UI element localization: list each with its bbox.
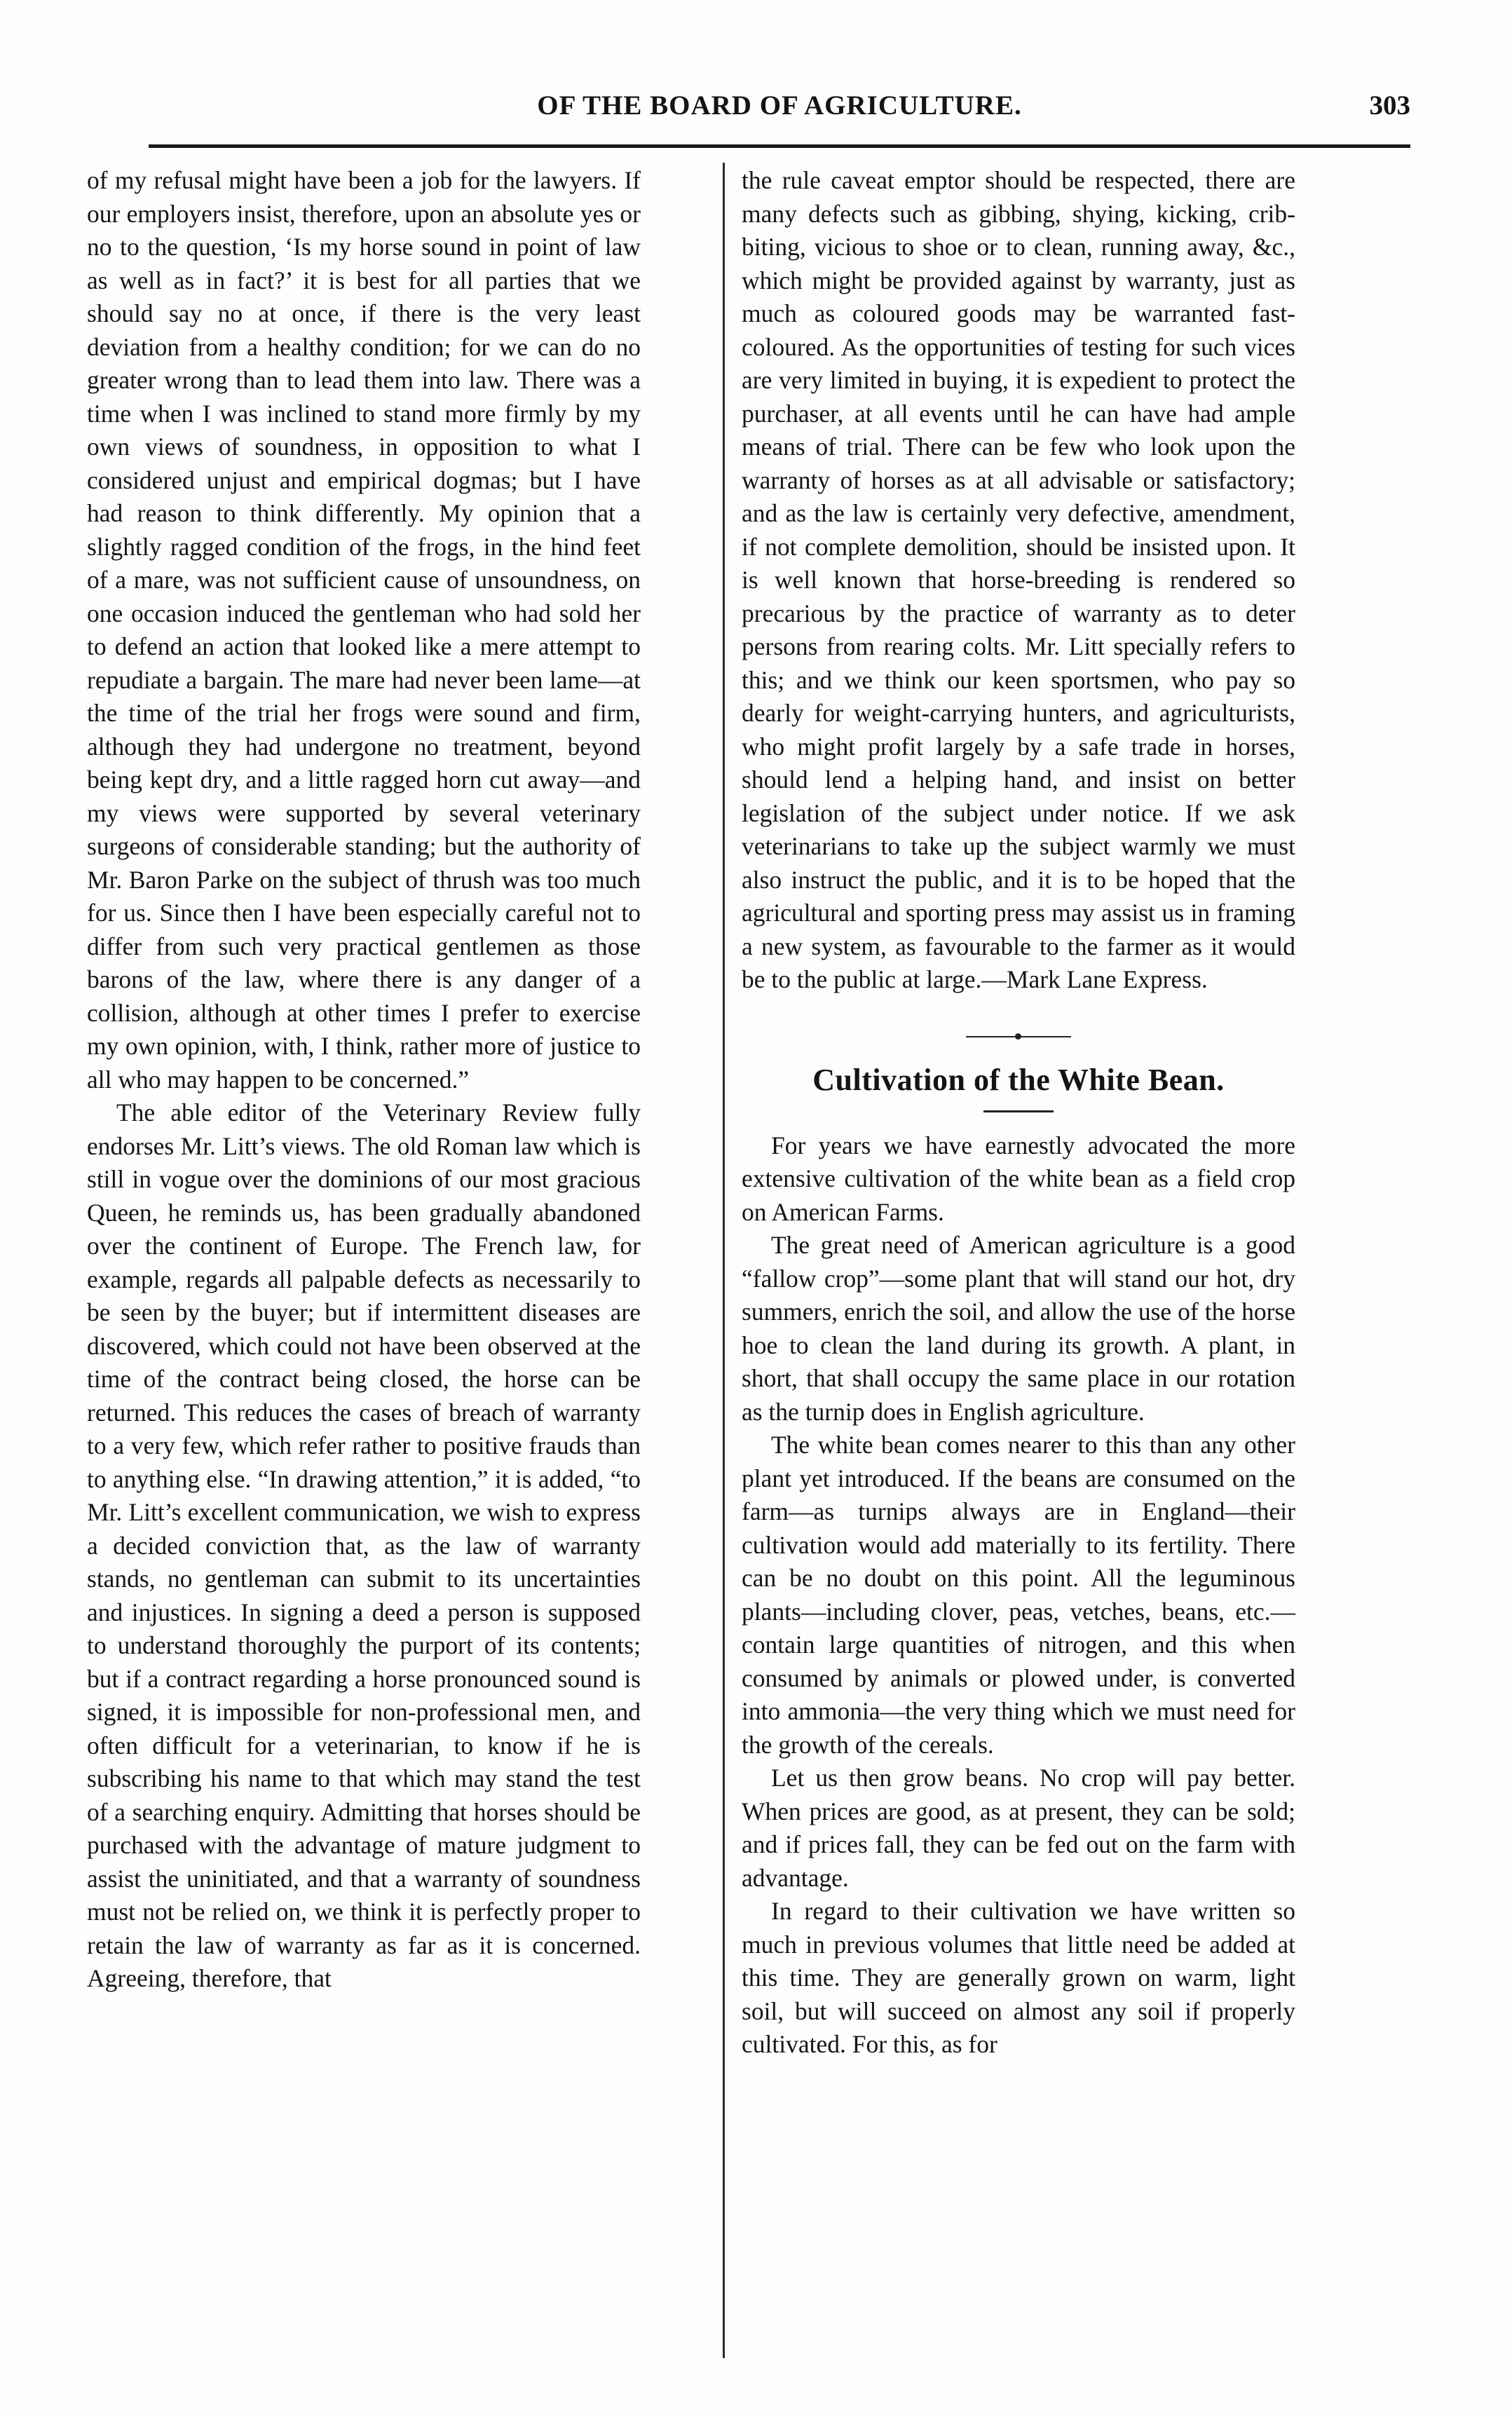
running-head — [149, 90, 1410, 132]
right-paragraph-2: For years we have earnestly advocated the more extensive cultivation of the white bean as a field crop on American Farms. — [742, 1131, 1295, 1226]
right-paragraph-3: The great need of American agriculture is a good “fallow crop”—some plant that will stand our hot, dry summers, enrich the soil, and allow the use of the horse hoe to clean the land during its growth. A plant, in short, that shall occupy the same place in our rotation as the turnip does in English agriculture. — [742, 1231, 1295, 1426]
left-paragraph-1: of my refusal might have been a job for the lawyers. If our employers insist, therefore, upon an absolute yes or no to the question, ‘Is my horse sound in point of law as well as in fact?’ it is best for all parties that we should say no at once, if there is the very least deviation from a healthy condition; for we can do no greater wrong than to lead them into law. There was a time when I was inclined to stand more firmly by my own views of soundness, in opposition to what I considered unjust and empirical dogmas; but I have had reason to think differently. My opinion that a slightly ragged condition of the frogs, in the hind feet of a mare, was not sufficient cause of unsoundness, on one occasion induced the gentleman who had sold her to defend an action that looked like a mere attempt to repudiate a bargain. The mare had never been lame—at the time of the trial her frogs were sound and firm, although they had undergone no treatment, beyond being kept dry, and a little ragged horn cut away—and my views were supported by several veterinary surgeons of considerable standing; but the authority of Mr. Baron Parke on the subject of thrush was too much for us. Since then I have been especially careful not to differ from such very practical gentlemen as those barons of the law, where there is any danger of a collision, although at other times I prefer to exercise my own opinion, with, I think, rather more of justice to all who may happen to be concerned.” — [87, 166, 641, 1094]
section-rule — [983, 1110, 1054, 1112]
ornament-dot — [1015, 1033, 1021, 1040]
column-divider — [723, 163, 725, 2358]
page-number: 303 — [1369, 90, 1410, 121]
right-paragraph-1: the rule caveat emptor should be respected, there are many defects such as gibbing, shying, kicking, crib-biting, vicious to shoe or to clean, running away, &c., which might be provided against by warranty, just as much as coloured goods may be warranted fast-coloured. As the opportunities of testing for such vices are very limited in buying, it is expedient to protect the purchaser, at all events until he can have had ample means of trial. There can be few who look upon the warranty of horses as at all advisable or satisfactory; and as the law is certainly very defective, amendment, if not complete demolition, should be insisted upon. It is well known that horse-breeding is rendered so precarious by the practice of warranty as to deter persons from rearing colts. Mr. Litt specially refers to this; and we think our keen sportsmen, who pay so dearly for weight-carrying hunters, and agriculturists, who might profit largely by a safe trade in horses, should lend a helping hand, and insist on better legislation of the subject under notice. If we ask veterinarians to take up the subject warmly we must also instruct the public, and it is to be hoped that the agricultural and sporting press may assist us in framing a new system, as favourable to the farmer as it would be to the public at large.—Mark Lane Express. — [742, 166, 1295, 993]
left-paragraph-2: The able editor of the Veterinary Review fully endorses Mr. Litt’s views. The old Roman law which is still in vogue over the dominions of our most gracious Queen, he reminds us, has been gradually abandoned over the continent of Europe. The French law, for example, regards all palpable defects as necessarily to be seen by the buyer; but if intermittent diseases are discovered, which could not have been observed at the time of the contract being closed, the horse can be returned. This reduces the cases of breach of warranty to a very few, which refer rather to positive frauds than to anything else. “In drawing attention,” it is added, “to Mr. Litt’s excellent communication, we wish to express a decided conviction that, as the law of warranty stands, no gentleman can submit to its uncertainties and injustices. In signing a deed a person is supposed to understand thoroughly the purport of its contents; but if a contract regarding a horse pronounced sound is signed, it is impossible for non-professional men, and often difficult for a veterinarian, to know if he is subscribing his name to that which may stand the test of a searching enquiry. Admitting that horses should be purchased with the advantage of mature judgment to assist the uninitiated, and that a warranty of soundness must not be relied on, we think it is perfectly proper to retain the law of warranty as far as it is concerned. Agreeing, therefore, that — [87, 1098, 641, 1992]
section-ornament — [966, 1033, 1071, 1040]
section-title: Cultivation of the White Bean. — [812, 1062, 1225, 1097]
header-rule — [149, 144, 1410, 148]
right-paragraph-6: In regard to their cultivation we have written so much in previous volumes that little need be added at this time. They are generally grown on warm, light soil, but will succeed on almost any soil if properly cultivated. For this, as for — [742, 1897, 1295, 2058]
right-column — [742, 164, 1295, 2062]
right-paragraph-5: Let us then grow beans. No crop will pay better. When prices are good, as at present, they can be sold; and if prices fall, they can be fed out on the farm with advantage. — [742, 1764, 1295, 1892]
left-column — [87, 164, 641, 1996]
running-title: OF THE BOARD OF AGRICULTURE. — [537, 90, 1022, 121]
right-paragraph-4: The white bean comes nearer to this than any other plant yet introduced. If the beans are consumed on the farm—as turnips always are in England—their cultivation would add materially to its fertility. There can be no doubt on this point. All the leguminous plants—including clover, peas, vetches, beans, etc.—contain large quantities of nitrogen, and this when consumed by animals or plowed under, is converted into ammonia—the very thing which we must need for the growth of the cereals. — [742, 1431, 1295, 1759]
